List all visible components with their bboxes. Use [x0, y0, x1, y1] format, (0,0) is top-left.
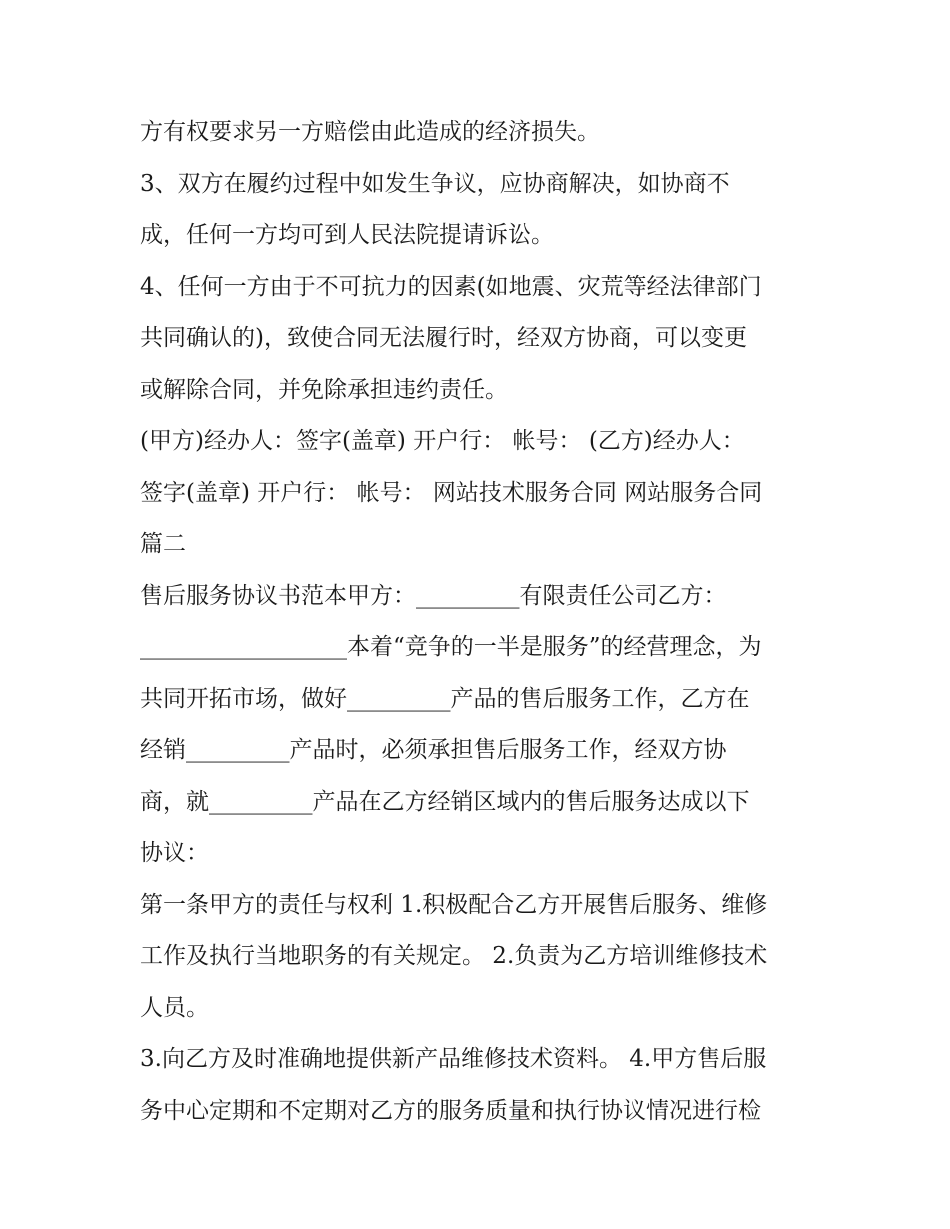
text-line: 方有权要求另一方赔偿由此造成的经济损失。	[140, 119, 600, 145]
text-line: 或解除合同，并免除承担违约责任。	[140, 376, 508, 403]
text-line: 工作及执行当地职务的有关规定。 2.负责为乙方培训维修技术	[140, 943, 768, 969]
text-line: 商，就_________产品在乙方经销区域内的售后服务达成以下	[140, 788, 750, 815]
text-line: 3、双方在履约过程中如发生争议，应协商解决，如协商不	[140, 170, 730, 197]
text-line: 共同开拓市场，做好_________产品的售后服务工作，乙方在	[140, 685, 750, 712]
text-line: 4、任何一方由于不可抗力的因素(如地震、灾荒等经法律部门	[140, 273, 762, 300]
text-line: 3.向乙方及时准确地提供新产品维修技术资料。 4.甲方售后服	[140, 1046, 767, 1072]
text-line: 共同确认的)，致使合同无法履行时，经双方协商，可以变更	[140, 325, 747, 351]
document-body	[140, 107, 820, 1137]
text-line: 人员。	[140, 994, 209, 1021]
text-line: (甲方)经办人：签字(盖章) 开户行： 帐号： (乙方)经办人：	[140, 428, 745, 454]
text-line: 协议：	[140, 840, 209, 866]
text-line: 成，任何一方均可到人民法院提请诉讼。	[140, 222, 554, 248]
text-line: 第一条甲方的责任与权利 1.积极配合乙方开展售后服务、维修	[140, 891, 768, 918]
text-line: 售后服务协议书范本甲方：_________有限责任公司乙方：	[140, 582, 727, 609]
text-line: 经销_________产品时，必须承担售后服务工作，经双方协	[140, 737, 727, 763]
text-line: 签字(盖章) 开户行： 帐号： 网站技术服务合同 网站服务合同	[140, 479, 763, 506]
section-heading: 篇二	[140, 531, 186, 557]
text-line: 务中心定期和不定期对乙方的服务质量和执行协议情况进行检	[140, 1097, 761, 1124]
text-line: __________________本着“竞争的一半是服务”的经营理念，为	[140, 634, 762, 660]
